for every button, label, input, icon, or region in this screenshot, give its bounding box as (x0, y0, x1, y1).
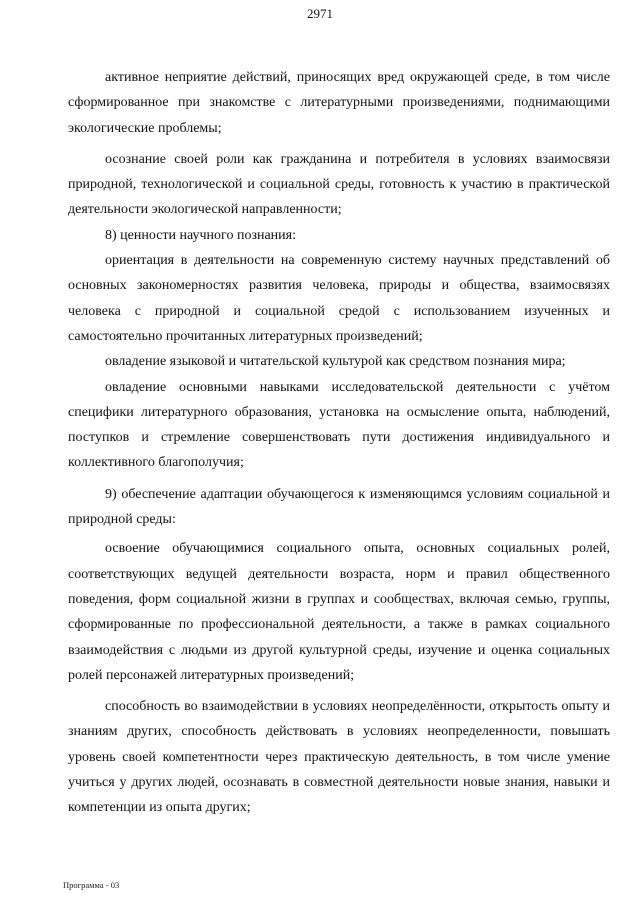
paragraph-eco-awareness: осознание своей роли как гражданина и потребителя в условиях взаимосвязи природной, технологической и социальной среды, готовность к участию в практической деятельности экологической направленности; (68, 151, 610, 218)
document-body (68, 65, 610, 821)
page-number: 2971 (307, 6, 333, 21)
section-heading-science: 8) ценности научного познания: (105, 227, 296, 243)
paragraph-eco-rejection: активное неприятие действий, приносящих вред окружающей среде, в том числе сформированное при знакомстве с литературными произведениями, поднимающими экологические проблемы; (68, 70, 610, 136)
paragraph-language-culture: овладение языковой и читательской культурой как средством познания мира; (105, 354, 566, 370)
paragraph-social-experience: освоение обучающимися социального опыта, основных социальных ролей, соответствующих ведущей деятельности возраста, норм и правил общественного поведения, форм социальной жизни в группах и сообществах, включая семью, группы, сформированные по профессиональной деятельности, а также в рамках социального взаимодействия с людьми из другой культурной среды, изучение и оценка социальных ролей персонажей литературных произведений; (68, 541, 610, 683)
paragraph-science-orientation: ориентация в деятельности на современную систему научных представлений об основных закономерностях развития человека, природы и общества, взаимосвязях человека с природной и социальной средой с использованием изученных и самостоятельно прочитанных литературных произведений; (68, 253, 610, 344)
paragraph-uncertainty: способность во взаимодействии в условиях неопределённости, открытость опыту и знаниям других, способность действовать в условиях неопределенности, повышать уровень своей компетентности через практическую деятельность, в том числе умение учиться у других людей, осознавать в совместной деятельности новые знания, навыки и компетенции из опыта других; (68, 699, 610, 816)
paragraph-research-skills: овладение основными навыками исследовательской деятельности с учётом специфики литературного образования, установка на осмысление опыта, наблюдений, поступков и стремление совершенствовать пути достижения индивидуального и коллективного благополучия; (68, 379, 610, 471)
section-heading-adaptation: 9) обеспечение адаптации обучающегося к изменяющимся условиям социальной и природной среды: (68, 486, 610, 528)
footer-program-code: Программа - 03 (63, 880, 120, 890)
